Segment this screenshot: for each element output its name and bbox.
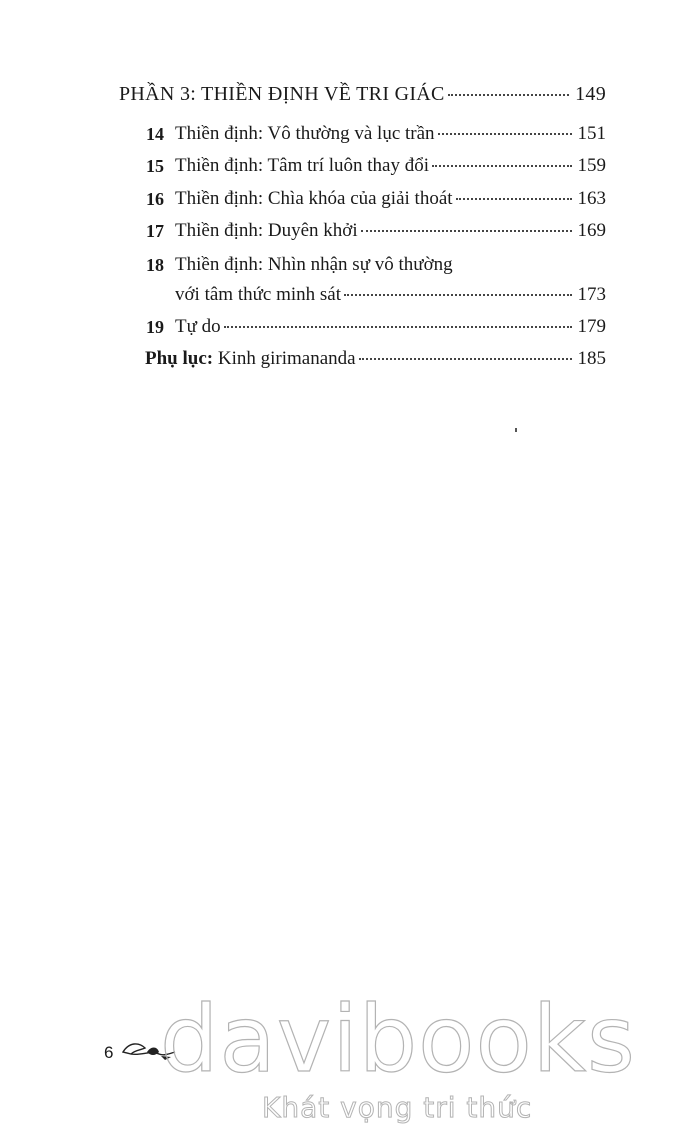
toc-entry — [175, 154, 606, 178]
chapter-page-number: 151 — [577, 123, 606, 144]
toc-entry — [175, 283, 606, 307]
chapter-title: Thiền định: Vô thường và lục trần — [175, 123, 435, 144]
chapter-title-line2: với tâm thức minh sát — [175, 284, 341, 305]
toc-entry — [175, 187, 606, 211]
chapter-page-number: 173 — [577, 284, 606, 305]
toc-entry — [175, 315, 606, 339]
dot-leader — [224, 326, 572, 328]
folio-page-number: 6 — [104, 1043, 114, 1062]
chapter-page-number: 169 — [577, 220, 606, 241]
chapter-title: Tự do — [175, 316, 221, 337]
dot-leader — [344, 294, 572, 296]
appendix-title: Kinh girimananda — [213, 348, 356, 369]
watermark-tagline: Khát vọng tri thức — [262, 1091, 533, 1124]
chapter-page-number: 163 — [577, 188, 606, 209]
part-heading — [119, 82, 606, 106]
chapter-number: 19 — [146, 317, 164, 337]
chapter-number: 14 — [146, 124, 164, 144]
dot-leader — [359, 358, 572, 360]
appendix-label: Phụ lục: — [145, 348, 214, 369]
dot-leader — [448, 94, 569, 96]
appendix-page-number: 185 — [577, 348, 606, 369]
dot-leader — [456, 198, 572, 200]
chapter-title: Thiền định: Duyên khởi — [175, 220, 358, 241]
appendix-entry — [145, 347, 606, 371]
part-page-number: 149 — [575, 83, 606, 105]
part-title: PHẦN 3: THIỀN ĐỊNH VỀ TRI GIÁC — [119, 83, 445, 105]
toc-entry — [175, 122, 606, 146]
print-speck — [515, 428, 517, 432]
appendix-title-group — [145, 347, 356, 371]
chapter-number: 17 — [146, 221, 164, 241]
watermark-brand: davibooks — [160, 986, 636, 1093]
chapter-number: 18 — [146, 255, 164, 275]
chapter-page-number: 159 — [577, 155, 606, 176]
dot-leader — [438, 133, 572, 135]
toc-entry — [175, 219, 606, 243]
chapter-title: Thiền định: Chìa khóa của giải thoát — [175, 188, 453, 209]
chapter-page-number: 179 — [577, 316, 606, 337]
chapter-number: 15 — [146, 156, 164, 176]
chapter-title-line1: Thiền định: Nhìn nhận sự vô thường — [175, 254, 453, 275]
chapter-title: Thiền định: Tâm trí luôn thay đổi — [175, 155, 430, 176]
chapter-number: 16 — [146, 189, 164, 209]
dot-leader — [432, 165, 571, 167]
dot-leader — [361, 230, 572, 232]
